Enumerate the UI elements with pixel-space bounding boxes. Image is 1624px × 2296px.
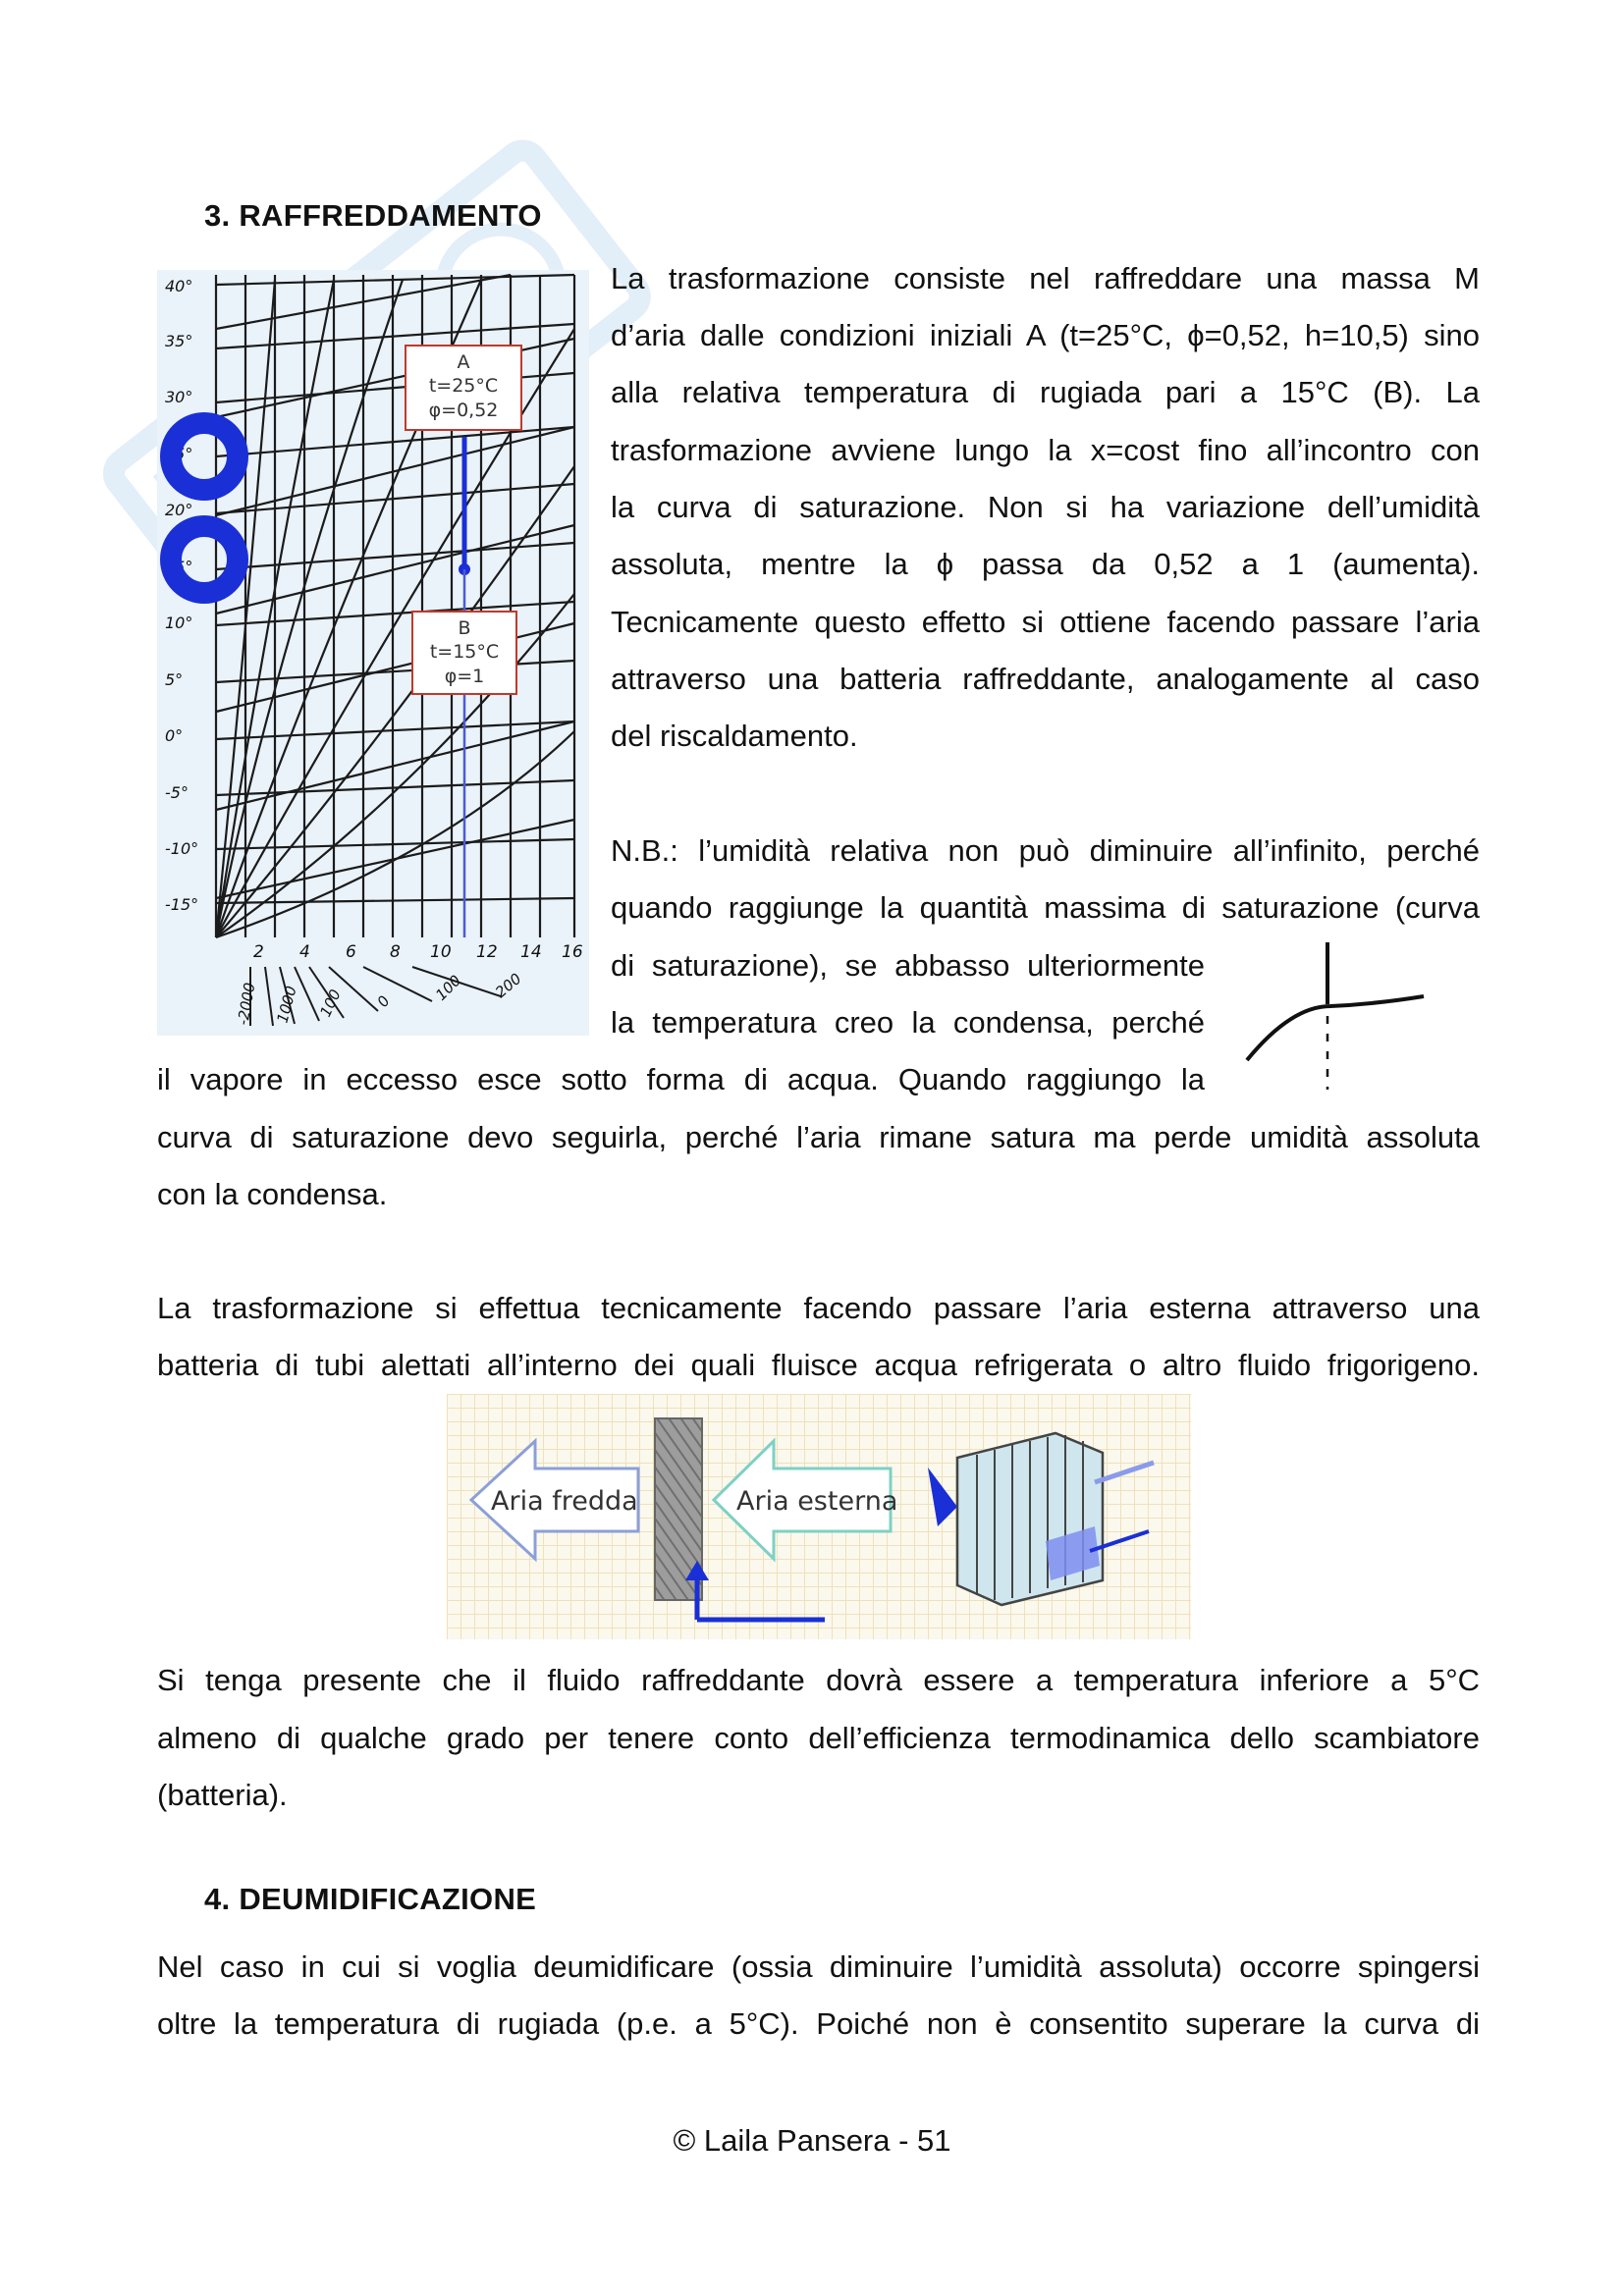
text-line: d’aria dalle condizioni iniziali A (t=25°C, ϕ=0,52, h=10,5) sino: [611, 318, 1480, 352]
text-line: N.B.: l’umidità relativa non può diminuire all’infinito, perché: [611, 833, 1480, 868]
binder-holes: [157, 412, 255, 648]
text-line: curva di saturazione devo seguirla, perché l’aria rimane satura ma perde umidità assoluta: [157, 1120, 1480, 1154]
chart-temp-tick: -15°: [165, 895, 199, 914]
chart-x-tick: 6: [346, 942, 356, 962]
chart-temp-tick: 30°: [165, 388, 193, 406]
chart-x-tick: 12: [476, 942, 498, 962]
text-line: con la condensa.: [157, 1177, 388, 1211]
chart-enthalpy-tick: 100: [316, 987, 345, 1020]
text-line: alla relativa temperatura di rugiada pari a 15°C (B). La: [611, 375, 1480, 409]
chart-x-tick: 8: [390, 942, 401, 962]
text-line: di saturazione), se abbasso ulteriormente: [611, 948, 1205, 983]
chart-temp-tick: 5°: [165, 670, 184, 689]
chart-x-tick: 4: [299, 942, 310, 962]
chart-x-tick: 10: [430, 942, 452, 962]
text-line: la temperatura creo la condensa, perché: [611, 1005, 1205, 1040]
cooling-coil-figure: [447, 1394, 1191, 1639]
chart-x-tick: 16: [562, 942, 583, 962]
text-line: Nel caso in cui si voglia deumidificare (ossia diminuire l’umidità assoluta) occorre spingersi: [157, 1949, 1480, 1984]
chart-x-tick: 2: [253, 942, 264, 962]
text-line: trasformazione avviene lungo la x=cost fino all’incontro con: [611, 433, 1480, 467]
point-b-humidity: φ=1: [444, 666, 485, 687]
chart-temp-tick: 15°: [165, 558, 193, 576]
chart-enthalpy-tick: 100: [432, 971, 465, 1004]
section-heading-raffreddamento: 3. RAFFREDDAMENTO: [204, 198, 542, 233]
chart-temp-tick: 10°: [165, 614, 193, 632]
chart-enthalpy-tick: 200: [492, 969, 525, 1002]
text-line: oltre la temperatura di rugiada (p.e. a 5°C). Poiché non è consentito superare la curva di: [157, 2006, 1480, 2041]
point-b-temperature: t=15°C: [429, 641, 500, 663]
text-line: Tecnicamente questo effetto si ottiene facendo passare l’aria: [611, 605, 1480, 639]
text-line: La trasformazione consiste nel raffreddare una massa M: [611, 261, 1480, 295]
text-line: (batteria).: [157, 1778, 288, 1812]
text-line: la curva di saturazione. Non si ha variazione dell’umidità: [611, 490, 1480, 524]
chart-enthalpy-tick: -2000: [234, 981, 259, 1027]
chart-enthalpy-tick: 0: [373, 992, 394, 1011]
text-line: il vapore in eccesso esce sotto forma di acqua. Quando raggiungo la: [157, 1062, 1205, 1096]
text-line: del riscaldamento.: [611, 719, 858, 753]
chart-enthalpy-tick: 1000: [273, 984, 300, 1026]
text-line: quando raggiunge la quantità massima di saturazione (curva: [611, 890, 1480, 925]
psychrometric-chart: [157, 270, 589, 1036]
point-b-label: B: [458, 617, 471, 639]
chart-x-tick: 14: [520, 942, 542, 962]
text-line: Si tenga presente che il fluido raffreddante dovrà essere a temperatura inferiore a 5°C: [157, 1663, 1480, 1697]
saturation-curve-sketch: [1237, 937, 1434, 1095]
chart-temp-tick: -5°: [165, 783, 189, 802]
page-footer: © Laila Pansera - 51: [673, 2123, 951, 2158]
text-line: batteria di tubi alettati all’interno dei quali fluisce acqua refrigerata o altro fluido frigorigeno.: [157, 1348, 1480, 1382]
text-line: almeno di qualche grado per tenere conto dell’efficienza termodinamica dello scambiatore: [157, 1721, 1480, 1755]
label-aria-esterna: Aria esterna: [736, 1486, 898, 1517]
chart-temp-tick: 25°: [165, 445, 193, 463]
chart-temp-tick: 0°: [165, 726, 184, 745]
section-heading-deumidificazione: 4. DEUMIDIFICAZIONE: [204, 1882, 537, 1916]
chart-temp-tick: 35°: [165, 332, 193, 350]
point-a-temperature: t=25°C: [428, 375, 499, 397]
label-aria-fredda: Aria fredda: [491, 1486, 638, 1517]
chart-temp-tick: -10°: [165, 839, 199, 858]
point-a-humidity: φ=0,52: [428, 400, 499, 421]
chart-temp-tick: 40°: [165, 277, 193, 295]
text-line: attraverso una batteria raffreddante, analogamente al caso: [611, 662, 1480, 696]
point-a-label: A: [457, 351, 470, 373]
text-line: La trasformazione si effettua tecnicamente facendo passare l’aria esterna attraverso una: [157, 1291, 1480, 1325]
chart-temp-tick: 20°: [165, 501, 193, 519]
text-line: assoluta, mentre la ϕ passa da 0,52 a 1 (aumenta).: [611, 547, 1480, 581]
